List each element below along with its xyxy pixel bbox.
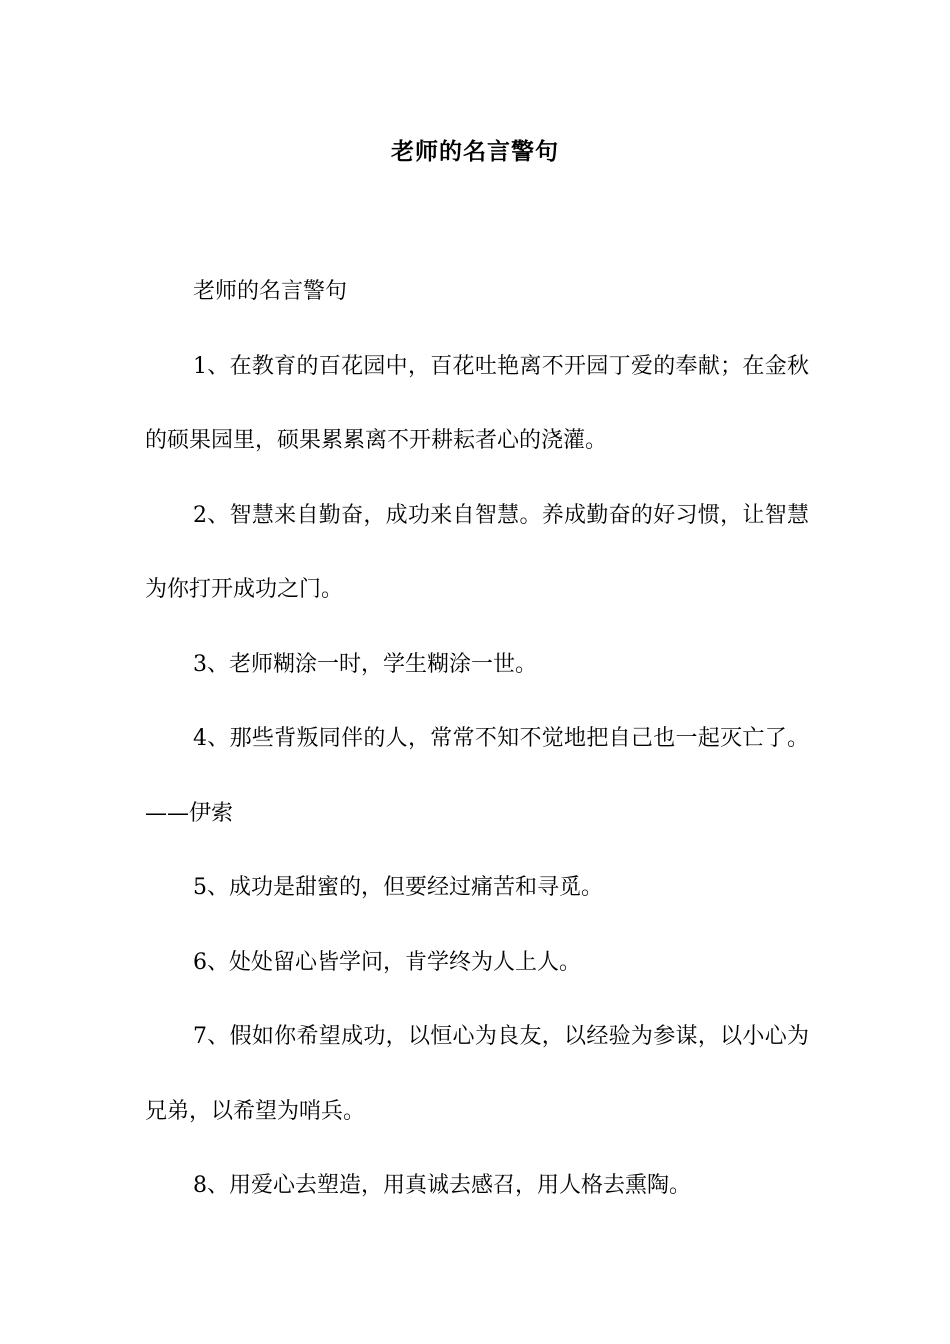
- quote-6: 6、处处留心皆学问，肯学终为人上人。: [193, 949, 581, 975]
- document-title: 老师的名言警句: [391, 138, 559, 165]
- quote-8: 8、用爱心去塑造，用真诚去感召，用人格去熏陶。: [193, 1173, 691, 1198]
- quote-2: 2、智慧来自勤奋，成功来自智慧。养成勤奋的好习惯，让智慧为你打开成功之门。: [145, 502, 809, 602]
- quote-4: 4、那些背叛同伴的人，常常不知不觉地把自己也一起灭亡了。 ——伊索: [145, 726, 809, 826]
- document-body: [145, 255, 809, 1224]
- quote-1: 1、在教育的百花园中，百花吐艳离不开园丁爱的奉献；在金秋的硕果园里，硕果累累离不开耕耘者心的浇灌。: [145, 353, 809, 453]
- quote-7: 7、假如你希望成功，以恒心为良友，以经验为参谋，以小心为兄弟，以希望为哨兵。: [145, 1024, 809, 1124]
- quote-5: 5、成功是甜蜜的，但要经过痛苦和寻觅。: [193, 875, 603, 900]
- paragraph-heading: 老师的名言警句: [193, 279, 348, 304]
- quote-3: 3、老师糊涂一时，学生糊涂一世。: [193, 651, 537, 677]
